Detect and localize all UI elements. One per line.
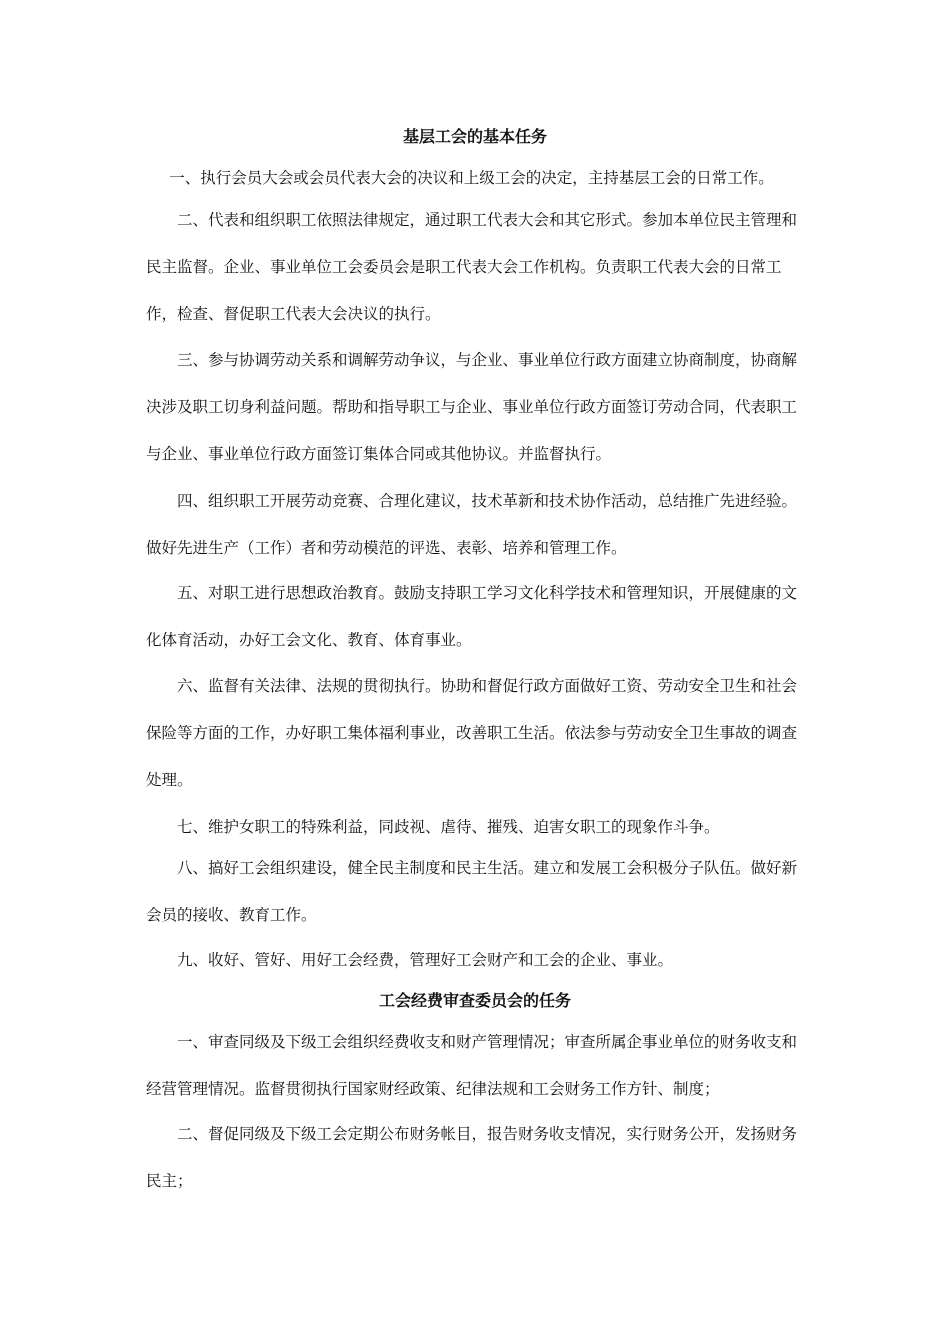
paragraph-basic-1: 一、执行会员大会或会员代表大会的决议和上级工会的决定，主持基层工会的日常工作。	[169, 169, 774, 187]
paragraph-audit-2: 二、督促同级及下级工会定期公布财务帐目，报告财务收支情况，实行财务公开，发扬财务民主；	[146, 1125, 798, 1190]
paragraph-audit-1: 一、审查同级及下级工会组织经费收支和财产管理情况；审查所属企事业单位的财务收支和经营管理情况。监督贯彻执行国家财经政策、纪律法规和工会财务工作方针、制度；	[146, 1033, 798, 1098]
paragraph-basic-7: 七、维护女职工的特殊利益，同歧视、虐待、摧残、迫害女职工的现象作斗争。	[177, 818, 720, 836]
paragraph-basic-6: 六、监督有关法律、法规的贯彻执行。协助和督促行政方面做好工资、劳动安全卫生和社会保险等方面的工作，办好职工集体福利事业，改善职工生活。依法参与劳动安全卫生事故的调查处理。	[146, 677, 798, 789]
paragraph-basic-3: 三、参与协调劳动关系和调解劳动争议，与企业、事业单位行政方面建立协商制度，协商解决涉及职工切身利益问题。帮助和指导职工与企业、事业单位行政方面签订劳动合同，代表职工与企业、事业单位行政方面签订集体合同或其他协议。并监督执行。	[146, 351, 798, 463]
section-title-audit-committee: 工会经费审查委员会的任务	[378, 991, 571, 1010]
paragraph-basic-9: 九、收好、管好、用好工会经费，管理好工会财产和工会的企业、事业。	[177, 951, 674, 969]
paragraph-basic-8: 八、搞好工会组织建设，健全民主制度和民主生活。建立和发展工会积极分子队伍。做好新会员的接收、教育工作。	[146, 859, 798, 924]
paragraph-basic-5: 五、对职工进行思想政治教育。鼓励支持职工学习文化科学技术和管理知识，开展健康的文化体育活动，办好工会文化、教育、体育事业。	[146, 584, 798, 649]
paragraph-basic-2: 二、代表和组织职工依照法律规定，通过职工代表大会和其它形式。参加本单位民主管理和民主监督。企业、事业单位工会委员会是职工代表大会工作机构。负责职工代表大会的日常工作，检查、督促职工代表大会决议的执行。	[146, 211, 798, 323]
paragraph-basic-4: 四、组织职工开展劳动竞赛、合理化建议，技术革新和技术协作活动，总结推广先进经验。做好先进生产（工作）者和劳动模范的评选、表彰、培养和管理工作。	[146, 492, 798, 557]
section-title-basic-tasks: 基层工会的基本任务	[402, 127, 547, 146]
